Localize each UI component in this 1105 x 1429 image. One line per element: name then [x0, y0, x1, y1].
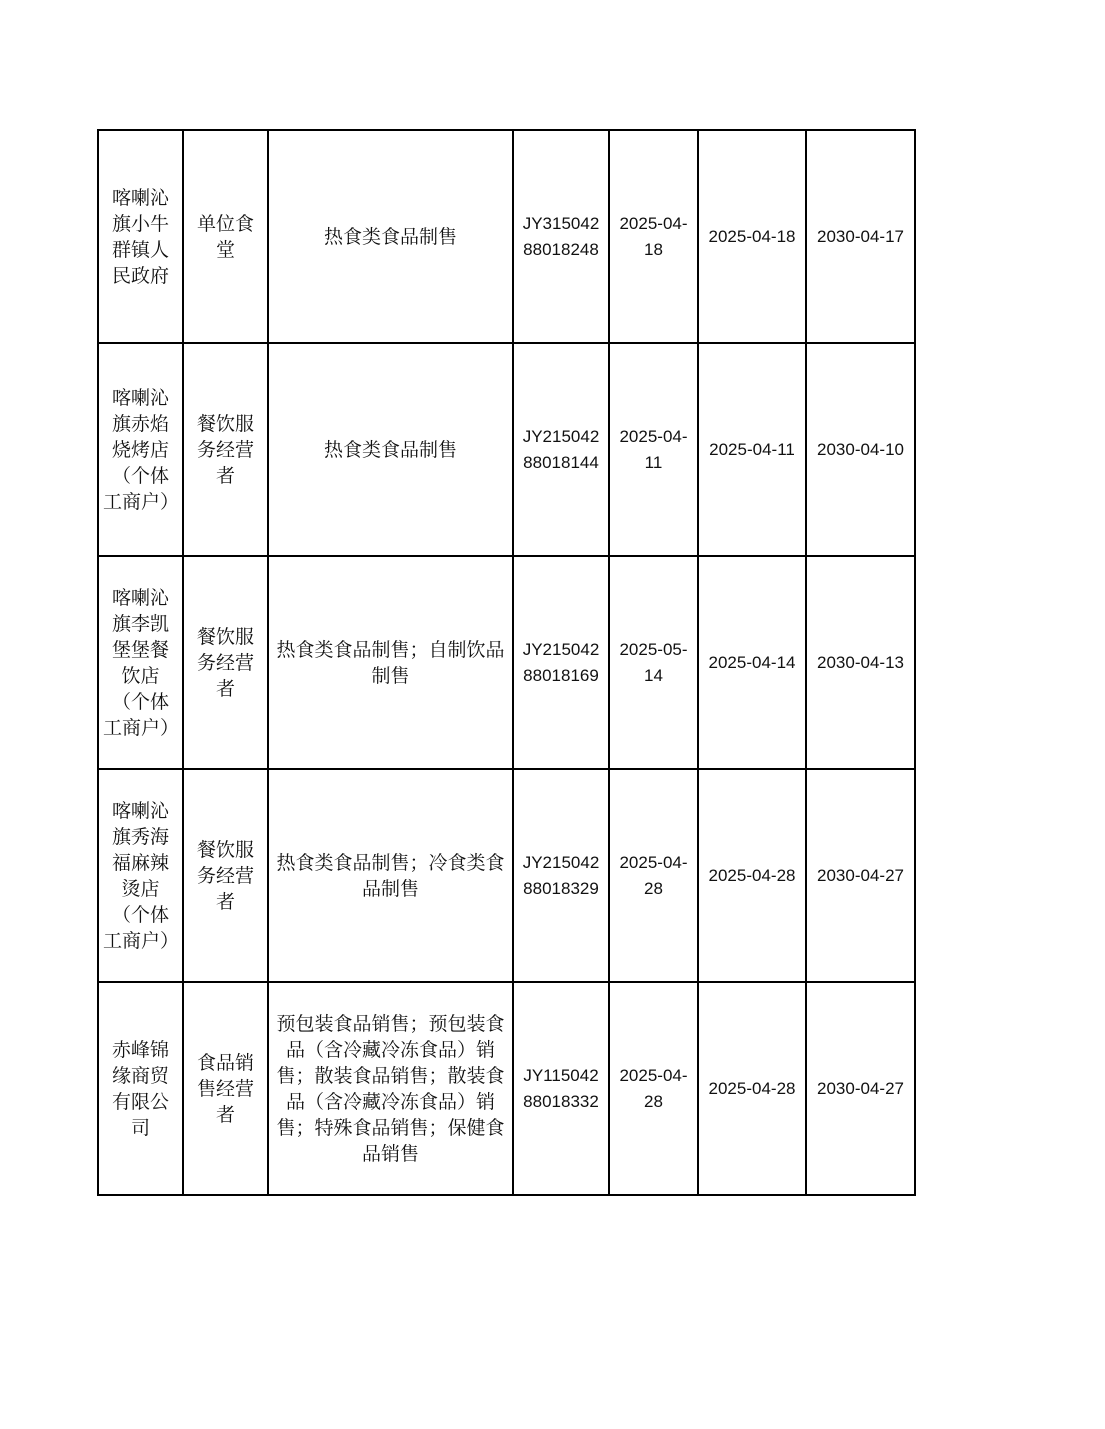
issue-date-part1: 2025-04- — [619, 852, 688, 872]
valid-to: 2030-04-27 — [806, 982, 915, 1195]
issue-date-part2: 28 — [644, 1091, 663, 1111]
license-number-part1: JY215042 — [522, 639, 600, 659]
issue-date-part1: 2025-04- — [619, 213, 688, 233]
table-row — [98, 769, 915, 982]
license-number-part2: 88018329 — [523, 878, 599, 898]
valid-to: 2030-04-27 — [806, 769, 915, 982]
valid-from: 2025-04-14 — [698, 556, 806, 769]
operator-name: 喀喇沁旗秀海福麻辣烫店（个体工商户） — [98, 769, 183, 982]
valid-from: 2025-04-28 — [698, 769, 806, 982]
license-number-part2: 88018248 — [523, 239, 599, 259]
license-number — [513, 343, 609, 556]
operator-type: 餐饮服务经营者 — [183, 769, 268, 982]
operator-type: 单位食堂 — [183, 130, 268, 343]
issue-date-part1: 2025-05- — [619, 639, 688, 659]
valid-from: 2025-04-11 — [698, 343, 806, 556]
valid-to: 2030-04-13 — [806, 556, 915, 769]
table-row — [98, 130, 915, 343]
license-number-part1: JY315042 — [522, 213, 600, 233]
operator-type: 餐饮服务经营者 — [183, 343, 268, 556]
license-number-part1: JY215042 — [522, 426, 600, 446]
issue-date-part2: 18 — [644, 239, 663, 259]
issue-date-part2: 28 — [644, 878, 663, 898]
license-number — [513, 982, 609, 1195]
business-items: 预包装食品销售；预包装食品（含冷藏冷冻食品）销售；散装食品销售；散装食品（含冷藏冷冻食品）销售；特殊食品销售；保健食品销售 — [268, 982, 513, 1195]
issue-date-part2: 11 — [644, 452, 663, 472]
issue-date-part1: 2025-04- — [619, 426, 688, 446]
table-row — [98, 343, 915, 556]
business-items: 热食类食品制售；冷食类食品制售 — [268, 769, 513, 982]
license-number-part2: 88018144 — [523, 452, 599, 472]
business-items: 热食类食品制售 — [268, 343, 513, 556]
license-number — [513, 556, 609, 769]
business-items: 热食类食品制售 — [268, 130, 513, 343]
license-number-part2: 88018169 — [523, 665, 599, 685]
operator-name: 喀喇沁旗李凯堡堡餐饮店（个体工商户） — [98, 556, 183, 769]
issue-date — [609, 343, 698, 556]
license-number-part2: 88018332 — [523, 1091, 599, 1111]
table-row — [98, 982, 915, 1195]
issue-date — [609, 769, 698, 982]
issue-date-part1: 2025-04- — [619, 1065, 688, 1085]
license-number-part1: JY215042 — [522, 852, 600, 872]
operator-name: 喀喇沁旗小牛群镇人民政府 — [98, 130, 183, 343]
license-number — [513, 769, 609, 982]
license-number-part1: JY115042 — [523, 1065, 599, 1085]
valid-to: 2030-04-10 — [806, 343, 915, 556]
operator-type: 餐饮服务经营者 — [183, 556, 268, 769]
issue-date — [609, 130, 698, 343]
issue-date — [609, 982, 698, 1195]
issue-date-part2: 14 — [644, 665, 663, 685]
license-number — [513, 130, 609, 343]
valid-from: 2025-04-18 — [698, 130, 806, 343]
valid-to: 2030-04-17 — [806, 130, 915, 343]
operator-name: 喀喇沁旗赤焰烧烤店（个体工商户） — [98, 343, 183, 556]
issue-date — [609, 556, 698, 769]
business-items: 热食类食品制售；自制饮品制售 — [268, 556, 513, 769]
table-row — [98, 556, 915, 769]
license-table — [97, 129, 916, 1196]
operator-type: 食品销售经营者 — [183, 982, 268, 1195]
operator-name: 赤峰锦缘商贸有限公司 — [98, 982, 183, 1195]
valid-from: 2025-04-28 — [698, 982, 806, 1195]
